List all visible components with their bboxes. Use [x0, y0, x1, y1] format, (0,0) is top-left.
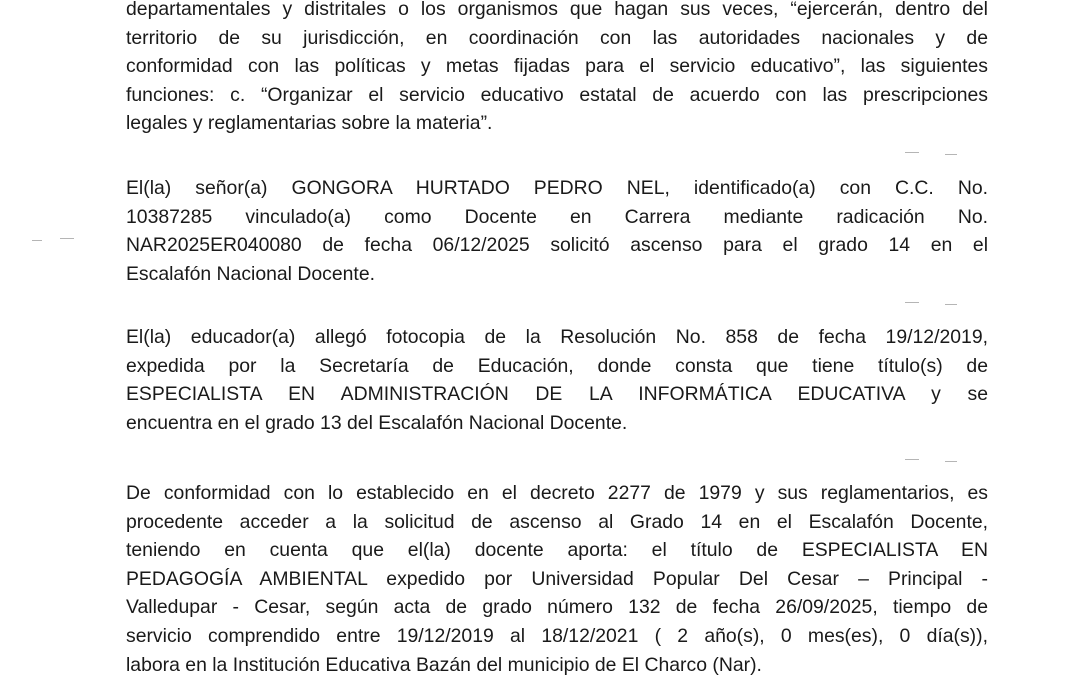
paragraph-resolution — [126, 323, 988, 437]
text-line: procedente acceder a la solicitud de ascenso al Grado 14 en el Escalafón Docente, — [126, 510, 988, 533]
paragraph-decision — [126, 479, 988, 679]
text-line: territorio de su jurisdicción, en coordinación con las autoridades nacionales y de — [126, 26, 988, 49]
text-line: 10387285 vinculado(a) como Docente en Carrera mediante radicación No. — [126, 205, 988, 228]
scan-mark — [945, 304, 957, 305]
text-line: departamentales y distritales o los organismos que hagan sus veces, “ejercerán, dentro del — [126, 0, 988, 20]
text-line: legales y reglamentarias sobre la materia”. — [126, 112, 493, 135]
scan-mark — [905, 302, 919, 303]
text-line: El(la) educador(a) allegó fotocopia de la Resolución No. 858 de fecha 19/12/2019, — [126, 326, 988, 348]
text-line: teniendo en cuenta que el(la) docente aporta: el título de ESPECIALISTA EN — [126, 539, 988, 562]
text-line: Valledupar - Cesar, según acta de grado número 132 de fecha 26/09/2025, tiempo de — [126, 596, 988, 619]
text-line: PEDAGOGÍA AMBIENTAL expedido por Universidad Popular Del Cesar – Principal - — [126, 567, 988, 590]
text-line: encuentra en el grado 13 del Escalafón Nacional Docente. — [126, 411, 628, 434]
scan-mark — [905, 459, 919, 460]
text-line: El(la) señor(a) GONGORA HURTADO PEDRO NEL, identificado(a) con C.C. No. — [126, 177, 988, 199]
scan-mark — [60, 238, 74, 239]
text-line: NAR2025ER040080 de fecha 06/12/2025 solicitó ascenso para el grado 14 en el — [126, 234, 988, 257]
text-line: funciones: c. “Organizar el servicio educativo estatal de acuerdo con las prescripciones — [126, 83, 988, 106]
scan-mark — [945, 461, 957, 462]
text-line: De conformidad con lo establecido en el decreto 2277 de 1979 y sus reglamentarios, es — [126, 482, 988, 504]
text-line: Escalafón Nacional Docente. — [126, 262, 375, 285]
scan-mark — [32, 240, 42, 241]
text-line: labora en la Institución Educativa Bazán del municipio de El Charco (Nar). — [126, 653, 762, 676]
scan-mark — [905, 152, 919, 153]
text-line: conformidad con las políticas y metas fijadas para el servicio educativo”, las siguientes — [126, 55, 988, 78]
paragraph-request — [126, 174, 988, 288]
paragraph-functions — [126, 0, 988, 138]
text-line: ESPECIALISTA EN ADMINISTRACIÓN DE LA INFORMÁTICA EDUCATIVA y se — [126, 383, 988, 406]
text-line: expedida por la Secretaría de Educación, donde consta que tiene título(s) de — [126, 354, 988, 377]
scan-mark — [945, 154, 957, 155]
text-line: servicio comprendido entre 19/12/2019 al 18/12/2021 ( 2 año(s), 0 mes(es), 0 día(s)), — [126, 624, 988, 647]
